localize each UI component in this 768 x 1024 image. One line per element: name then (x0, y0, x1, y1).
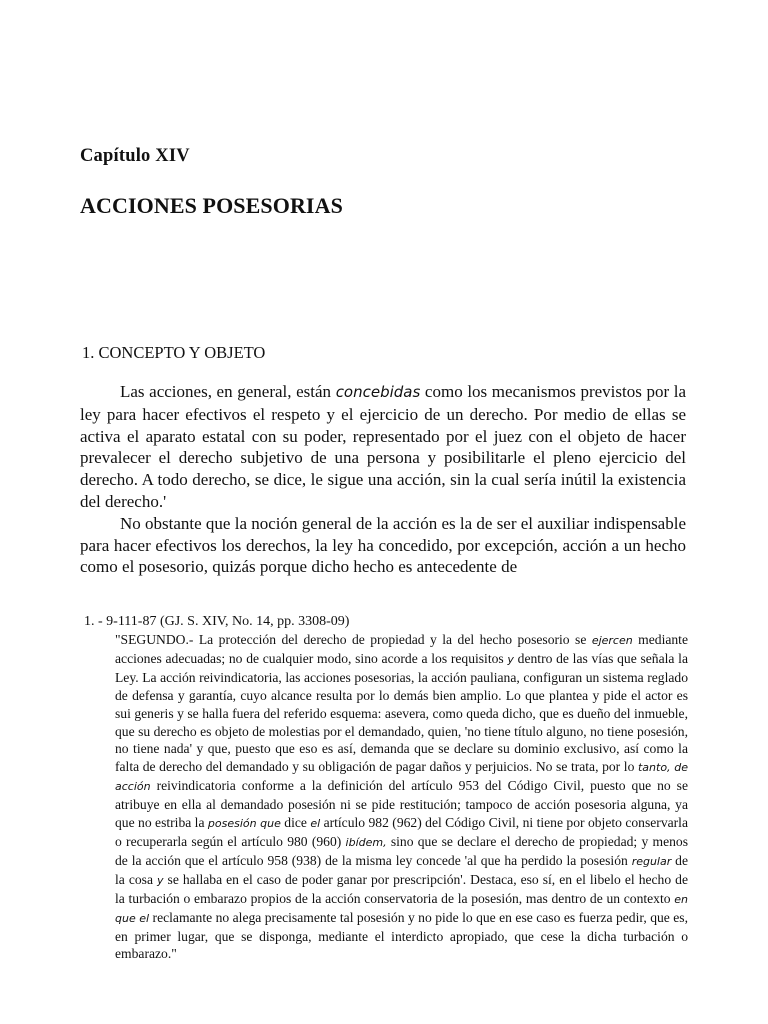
footnote-text-9: se hallaba en el caso de poder ganar por prescripción'. Destaca, eso sí, en el libelo el hecho de la turbación o embarazo propios de la acción conservatoria de la posesión, mas dentro de un contexto (115, 871, 688, 906)
footnote-text (115, 631, 688, 963)
footnote-text-10: reclamante no alega precisamente tal posesión y no pide lo que en ese caso es fuerza pedir, que es, en primer lugar, que se disponga, mediante el interdicto apropiado, que cese la dicha turbación o embarazo." (115, 909, 688, 962)
handwritten-word: regular (631, 854, 672, 868)
body-text (80, 381, 686, 578)
footnote-text-5: dice (280, 815, 311, 831)
footnote-text-6: artículo 982 (962) del Código Civil, ni tiene por objeto conservarla o recuperarla según el artículo 980 (960) (115, 815, 688, 849)
footnote-text-7: sino que se declare el derecho de propiedad; y menos de la acción que el artículo 958 (938) de la misma ley concede 'al que ha perdido la posesión (115, 833, 688, 868)
handwritten-word: en que el (115, 892, 688, 925)
footnote-text-8: de la cosa (115, 852, 688, 887)
handwritten-word: tanto, de acción (115, 761, 688, 794)
section-heading: 1. CONCEPTO Y OBJETO (82, 343, 266, 362)
paragraph-1-text-b: como los mecanismos previstos por la ley para hacer efectivos el respeto y el ejercicio de un derecho. Por medio de ellas se activa el aparato estatal con su poder, representado por el juez con el objeto de hacer prevalecer el derecho subjetivo de una persona y posibilitarle el pleno ejercicio del derecho. A todo derecho, se dice, le sigue una acción, sin la cual sería inútil la existencia del derecho.' (80, 382, 687, 511)
paragraph-2: No obstante que la noción general de la acción es la de ser el auxiliar indispensable para hacer efectivos los derechos, la ley ha concedido, por excepción, acción a un hecho como el posesorio, quizás porque dicho hecho es antecedente de (80, 513, 686, 577)
paragraph-1-text-a: Las acciones, en general, están (120, 382, 336, 401)
handwritten-word: y (507, 652, 514, 666)
handwritten-word: ibídem, (345, 835, 387, 849)
footnote-text-3: dentro de las vías que señala la Ley. La acción reivindicatoria, las acciones posesorias, la acción pauliana, configuran un sistema reglado de defensa y garantía, cuyo alcance resulta por lo demás bien amplio. Lo que plantea y pide el actor es sui generis y se halla fuera del referido esquema: asevera, como queda dicho, que es dueño del inmueble, que su derecho es objeto de molestias por el demandado, quien, 'no tiene título alguno, no tiene posesión, no tiene nada' y que, puesto que eso es así, demanda que se declare su dominio exclusivo, así como la falta de derecho del demandado y su obligación de pagar daños y perjuicios. No se trata, por lo (115, 650, 688, 775)
handwritten-word: concebidas (335, 383, 421, 401)
handwritten-word: y (157, 873, 164, 887)
handwritten-word: ejercen (591, 634, 633, 647)
chapter-label: Capítulo XIV (80, 146, 190, 166)
paragraph-1 (80, 381, 686, 513)
handwritten-word: posesión que (207, 817, 281, 831)
chapter-title: ACCIONES POSESORIAS (80, 193, 343, 218)
footnote-text-4: reivindicatoria conforme a la definición del artículo 953 del Código Civil, puesto que no se atribuye en ella al demandado posesión ni se pide restitución; tampoco de acción posesoria alguna, ya que no estriba la (115, 778, 688, 831)
footnote-text-2: mediante acciones adecuadas; no de cualquier modo, sino acorde a los requisitos (115, 632, 688, 666)
handwritten-word: el (310, 817, 321, 831)
footnote-paragraph (115, 631, 688, 963)
footnote-reference: 1. - 9-111-87 (GJ. S. XIV, No. 14, pp. 3308-09) (84, 614, 350, 629)
footnote-text-1: "SEGUNDO.- La protección del derecho de propiedad y la del hecho posesorio se (115, 632, 592, 647)
